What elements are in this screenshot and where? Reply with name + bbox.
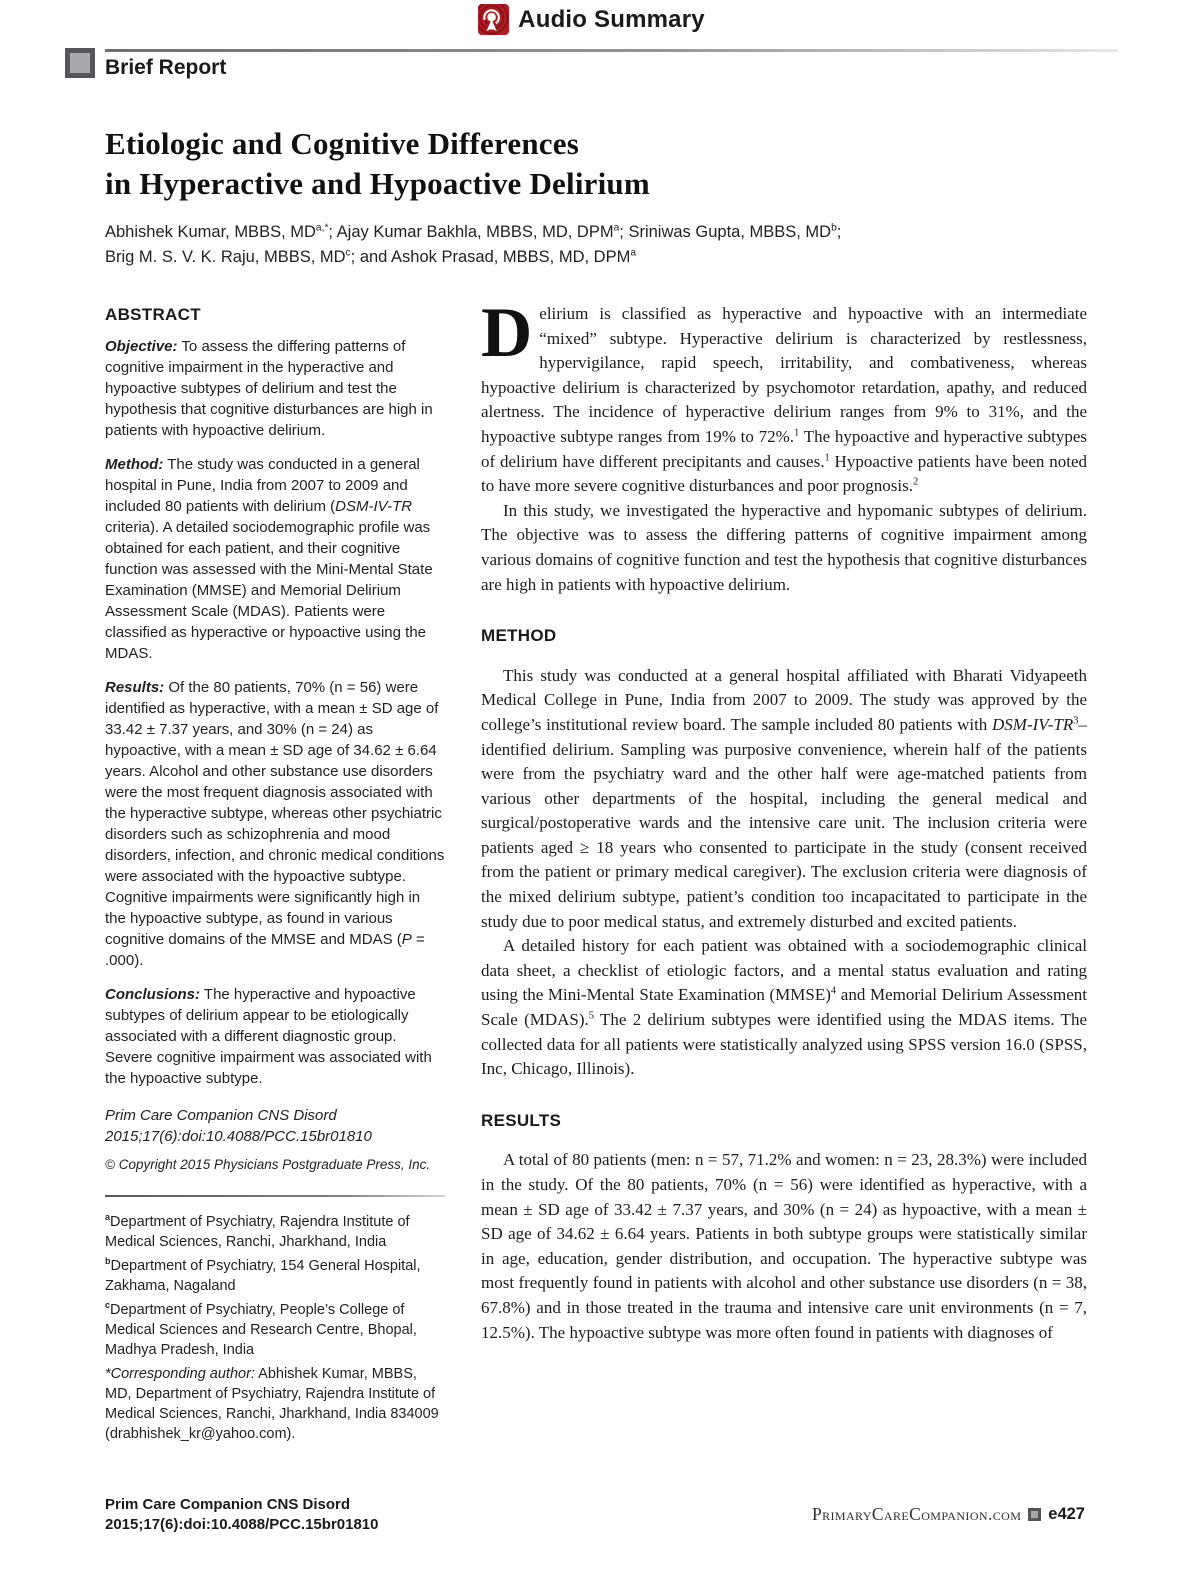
- citation-line-2: 2015;17(6):doi:10.4088/PCC.15br01810: [105, 1128, 372, 1145]
- body-column: [481, 294, 1087, 1345]
- brief-report-banner: [65, 46, 1118, 90]
- audio-summary-link[interactable]: [0, 4, 1183, 35]
- affiliation-b: $^b$Department of Psychiatry, 154 General Hospital, Zakhama, Nagaland: [105, 1256, 421, 1294]
- authors-line-1: Abhishek Kumar, MBBS, $MD^{a,*}$; Ajay Kumar Bakhla, MBBS, MD, DPM$^a$; Sriniwas Gupta, MBBS, $MD^b$;: [105, 222, 842, 241]
- article-title: [105, 124, 1085, 204]
- title-line-2: in Hyperactive and Hypoactive Delirium: [105, 166, 650, 201]
- abstract-results: Results: Of the 80 patients, 70% (n = 56) were identified as hyperactive, with a mean ± SD age of 33.42 ± 7.37 years, and 30% (n = 24) as hypoactive, with a mean ± SD age of 34.62 ± 6.64 years. Alcohol and other substance use disorders were the most frequent diagnosis associated with the hyperactive subtype, whereas other psychiatric disorders such as schizophrenia and mood disorders, infection, and chronic medical conditions were associated with the hypoactive subtype. Cognitive impairments were significantly high in the hypoactive subtype, as found in various cognitive domains of the MMSE and MDAS (P = .000).: [105, 679, 445, 969]
- abstract-conclusions: Conclusions: The hyperactive and hypoactive subtypes of delirium appear to be etiologically associated with a different diagnostic group. Severe cognitive impairment was associated with the hypoactive subtype.: [105, 986, 432, 1087]
- abstract-heading: ABSTRACT: [105, 305, 201, 324]
- affiliations-divider: [105, 1195, 445, 1197]
- abstract-copyright: © Copyright 2015 Physicians Postgraduate Press, Inc.: [105, 1157, 431, 1172]
- title-line-1: Etiologic and Cognitive Differences: [105, 126, 579, 161]
- results-paragraph-1: A total of 80 patients (men: n = 57, 71.2% and women: n = 23, 28.3%) were included in the study. Of the 80 patients, 70% (n = 56) were identified as hyperactive, with a mean ± SD age of 33.42 ± 7.37 years, and 30% (n = 24) as hypoactive, with a mean ± SD age of 34.62 ± 6.64 years. Patients in both subtype groups were statistically similar in age, education, gender distribution, and occupation. The hyperactive subtype was most frequently found in patients with alcohol and other substance use disorders (n = 38, 67.8%) and in those treated in the trauma and intensive care unit environments (n = 7, 12.5%). The hypoactive subtype was more often found in patients with diagnoses of: [481, 1150, 1087, 1342]
- abstract-objective: Objective: To assess the differing patterns of cognitive impairment in the hyperactive and hypoactive subtypes of delirium and test the hypothesis that cognitive disturbances are high in patients with hypoactive delirium.: [105, 338, 433, 439]
- corresponding-author-note: *Corresponding author: Abhishek Kumar, MBBS, MD, Department of Psychiatry, Rajendra Institute of Medical Sciences, Ranchi, Jharkhand, India 834009 (drabhishek_kr@yahoo.com).: [105, 1366, 439, 1442]
- abstract-method: Method: The study was conducted in a general hospital in Pune, India from 2007 to 2009 and included 80 patients with delirium (DSM-IV-TR criteria). A detailed sociodemographic profile was obtained for each patient, and their cognitive function was assessed with the Mini-Mental State Examination (MMSE) and Memorial Delirium Assessment Scale (MDAS). Patients were classified as hyperactive or hypoactive using the MDAS.: [105, 456, 433, 662]
- audio-summary-icon: [478, 4, 509, 35]
- banner-rule: [105, 49, 1118, 52]
- citation-line-1: Prim Care Companion CNS Disord: [105, 1107, 337, 1124]
- footer-square-icon: [1028, 1508, 1041, 1521]
- brief-report-label: Brief Report: [105, 56, 227, 79]
- intro-paragraph-2: In this study, we investigated the hyperactive and hypomanic subtypes of delirium. The objective was to assess the differing patterns of cognitive impairment among various domains of cognitive function and test the hypothesis that cognitive disturbances are high in patients with hypoactive delirium.: [481, 500, 1087, 594]
- page-footer: [105, 1495, 1085, 1534]
- authors-line-2: Brig M. S. V. K. Raju, MBBS, $MD^c$; and Ashok Prasad, MBBS, MD, DPM$^a$: [105, 247, 637, 266]
- audio-summary-label: Audio Summary: [518, 5, 705, 33]
- footer-page-number: e427: [1048, 1505, 1085, 1523]
- method-heading: METHOD: [481, 626, 557, 646]
- brief-report-square-icon: [65, 48, 95, 78]
- footer-journal-line-2: 2015;17(6):doi:10.4088/PCC.15br01810: [105, 1515, 379, 1533]
- affiliation-a: $^a$Department of Psychiatry, Rajendra Institute of Medical Sciences, Ranchi, Jharkhand, India: [105, 1212, 410, 1250]
- intro-text: elirium is classified as hyperactive and hypoactive with an intermediate “mixed” subtype. Hyperactive delirium is characterized by restlessness, hypervigilance, rapid speech, irritability, and combativeness, whereas hypoactive delirium is characterized by psychomotor retardation, apathy, and reduced alertness. The incidence of hyperactive delirium ranges from 9% to 31%, and the hypoactive subtype ranges from 19% to 72%.$^1$ The hypoactive and hyperactive subtypes of delirium have different precipitants and causes.$^1$ Hypoactive patients have been noted to have more severe cognitive disturbances and poor prognosis.$^2$: [481, 304, 1087, 496]
- author-list: [105, 220, 1085, 270]
- footer-citation: [105, 1495, 379, 1534]
- affiliation-c: $^c$Department of Psychiatry, People’s College of Medical Sciences and Research Centre, Bhopal, Madhya Pradesh, India: [105, 1300, 417, 1358]
- results-heading: RESULTS: [481, 1110, 562, 1130]
- footer-right: [812, 1504, 1085, 1525]
- footer-site-link[interactable]: PrimaryCareCompanion.com: [811, 1504, 1022, 1524]
- intro-paragraph: [481, 294, 1087, 499]
- footer-journal-line-1: Prim Care Companion CNS Disord: [105, 1496, 351, 1513]
- method-paragraph-2: A detailed history for each patient was obtained with a sociodemographic clinical data sheet, a checklist of etiologic factors, and a mental status evaluation and rating using the Mini-Mental State Examination (MMSE)$^4$ and Memorial Delirium Assessment Scale (MDAS).$^5$ The 2 delirium subtypes were identified using the MDAS items. The collected data for all patients were statistically analyzed using SPSS version 16.0 (SPSS, Inc, Chicago, Illinois).: [481, 936, 1087, 1079]
- drop-cap: D: [481, 294, 533, 372]
- content-columns: [105, 294, 1087, 1448]
- method-paragraph-1: This study was conducted at a general hospital affiliated with Bharati Vidyapeeth Medical College in Pune, India from 2007 to 2009. The study was approved by the college’s institutional review board. The sample included 80 patients with DSM-$IV-TR^3$–identified delirium. Sampling was purposive convenience, wherein half of the patients were from the psychiatry ward and the other half were age-matched patients from various other departments of the hospital, including the general medical and surgical/postoperative wards and the intensive care unit. The inclusion criteria were patients aged ≥ 18 years who consented to participate in the study (consent received from the patient or primary medical caregiver). The exclusion criteria were diagnosis of the mixed delirium subtype, patient’s condition too incapacitated to participate in the study due to poor medical status, and extremely disturbed and excited patients.: [481, 665, 1087, 931]
- abstract-citation: [105, 1105, 445, 1147]
- abstract-column: [105, 302, 445, 1448]
